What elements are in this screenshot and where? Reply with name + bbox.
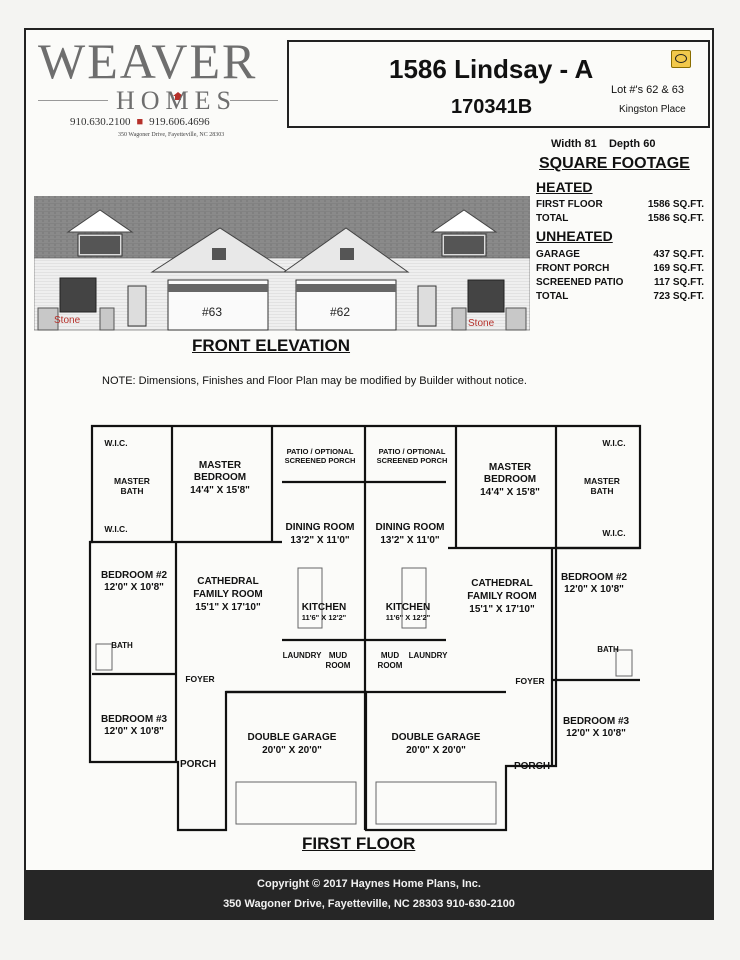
room-label: W.I.C.: [602, 528, 626, 538]
sqft-label: GARAGE: [536, 249, 580, 260]
sqft-value: 1586 SQ.FT.: [647, 199, 704, 210]
sqft-label: FIRST FLOOR: [536, 199, 603, 210]
room-label: CATHEDRAL: [197, 576, 259, 587]
room-label: BEDROOM #2: [100, 570, 168, 581]
sqft-value: 117 SQ.FT.: [653, 277, 704, 288]
sqft-label: FRONT PORCH: [536, 263, 610, 274]
room-label: BEDROOM: [193, 472, 247, 483]
room-label: PATIO / OPTIONAL: [286, 447, 354, 456]
room-dim: 11'6" X 12'2": [385, 613, 431, 622]
first-floor-label: FIRST FLOOR: [302, 834, 416, 853]
room-dim: 20'0" X 20'0": [262, 745, 322, 756]
room-label: FAMILY ROOM: [467, 591, 537, 602]
room-dim: 12'0" X 10'8": [564, 584, 624, 595]
room-label: MASTER: [198, 460, 242, 471]
room-label: W.I.C.: [104, 438, 128, 448]
room-label: DOUBLE GARAGE: [391, 732, 481, 743]
sqft-row: [536, 277, 704, 288]
sqft-row: [536, 249, 704, 260]
room-label: MASTER: [114, 476, 150, 486]
room-label: SCREENED PORCH: [284, 456, 356, 465]
sqft-row: [536, 213, 704, 224]
footer-bar: [24, 870, 714, 920]
logo-address: 350 Wagoner Drive, Fayetteville, NC 28303: [118, 132, 225, 138]
logo-brand: WEAVER: [38, 33, 258, 89]
unit-label-right: #62: [330, 305, 351, 319]
plan-number: 170341B: [451, 96, 533, 118]
depth-value: Depth 60: [608, 138, 656, 150]
room-label: KITCHEN: [385, 602, 431, 613]
room-label: FOYER: [185, 674, 215, 684]
bullet-icon: ■: [136, 116, 144, 128]
room-label: MASTER: [584, 476, 620, 486]
room-label: ROOM: [377, 661, 403, 670]
disclaimer-note: NOTE: Dimensions, Finishes and Floor Plan may be modified by Builder without notice.: [102, 375, 527, 387]
width-value: Width 81: [551, 138, 597, 150]
room-label: W.I.C.: [602, 438, 626, 448]
room-label: DOUBLE GARAGE: [247, 732, 337, 743]
room-dim: 14'4" X 15'8": [190, 485, 250, 496]
logo-sub: HOMES: [116, 86, 238, 115]
room-label: SCREENED PORCH: [376, 456, 448, 465]
logo-phones: [70, 116, 210, 128]
sqft-value: 723 SQ.FT.: [653, 291, 704, 302]
sqft-value: 437 SQ.FT.: [653, 249, 704, 260]
sqft-value: 169 SQ.FT.: [653, 263, 704, 274]
room-label: KITCHEN: [301, 602, 347, 613]
room-label: BATH: [111, 641, 133, 650]
room-label: BEDROOM #3: [562, 716, 630, 727]
room-label: LAUNDRY: [408, 651, 448, 660]
room-label: BEDROOM #2: [560, 572, 628, 583]
room-label: FAMILY ROOM: [193, 589, 263, 600]
room-label: BATH: [597, 645, 619, 654]
logo-rule-right: [230, 100, 278, 101]
phone-1: 910.630.2100: [70, 116, 131, 128]
builder-logo[interactable]: [30, 32, 280, 138]
copyright-text: Copyright © 2017 Haynes Home Plans, Inc.: [257, 878, 481, 890]
stone-label-left: Stone: [54, 315, 81, 326]
sqft-label: SCREENED PATIO: [536, 277, 624, 288]
room-label: CATHEDRAL: [471, 578, 533, 589]
room-label: DINING ROOM: [375, 522, 445, 533]
sqft-row: [536, 199, 704, 210]
room-label: MASTER: [488, 462, 532, 473]
heated-heading: HEATED: [536, 179, 593, 195]
room-dim: 12'0" X 10'8": [104, 582, 164, 593]
square-footage-heading: SQUARE FOOTAGE: [539, 155, 690, 172]
lot-numbers: Lot #'s 62 & 63: [611, 84, 685, 96]
room-label: DINING ROOM: [285, 522, 355, 533]
sqft-row: [536, 291, 704, 302]
room-label: MUD: [328, 651, 348, 660]
room-label: MUD: [380, 651, 400, 660]
community-name: Kingston Place: [619, 104, 686, 115]
room-label: FOYER: [515, 676, 545, 686]
room-label: BEDROOM #3: [100, 714, 168, 725]
stone-label-right: Stone: [468, 318, 495, 329]
room-label: ROOM: [325, 661, 351, 670]
room-label: PATIO / OPTIONAL: [378, 447, 446, 456]
room-label: W.I.C.: [104, 524, 128, 534]
sqft-value: 1586 SQ.FT.: [647, 213, 704, 224]
room-label: BATH: [120, 486, 144, 496]
room-dim: 12'0" X 10'8": [104, 726, 164, 737]
room-dim: 13'2" X 11'0": [290, 535, 350, 546]
sqft-label: TOTAL: [536, 213, 569, 224]
floor-plan-drawing: [86, 422, 642, 832]
title-block: [287, 40, 710, 128]
room-dim: 11'6" X 12'2": [301, 613, 347, 622]
room-dim: 15'1" X 17'10": [195, 602, 261, 613]
room-label: PORCH: [513, 761, 551, 772]
front-elevation-label: FRONT ELEVATION: [192, 336, 351, 355]
footer-address: 350 Wagoner Drive, Fayetteville, NC 28303 910-630-2100: [223, 898, 515, 910]
sqft-row: [536, 263, 704, 274]
logo-rule-left: [38, 100, 108, 101]
sqft-label: TOTAL: [536, 291, 569, 302]
room-label: BEDROOM: [483, 474, 537, 485]
room-dim: 14'4" X 15'8": [480, 487, 540, 498]
room-label: BATH: [590, 486, 614, 496]
dimensions: [551, 138, 655, 150]
room-dim: 20'0" X 20'0": [406, 745, 466, 756]
room-dim: 12'0" X 10'8": [566, 728, 626, 739]
unheated-heading: UNHEATED: [536, 228, 613, 244]
unit-label-left: #63: [202, 305, 223, 319]
room-label: LAUNDRY: [282, 651, 322, 660]
room-dim: 15'1" X 17'10": [469, 604, 535, 615]
front-elevation-drawing: [34, 192, 530, 332]
room-label: PORCH: [179, 759, 217, 770]
comment-icon[interactable]: [671, 50, 691, 68]
room-dim: 13'2" X 11'0": [380, 535, 440, 546]
phone-2: 919.606.4696: [149, 116, 210, 128]
plan-name: 1586 Lindsay - A: [389, 54, 594, 84]
